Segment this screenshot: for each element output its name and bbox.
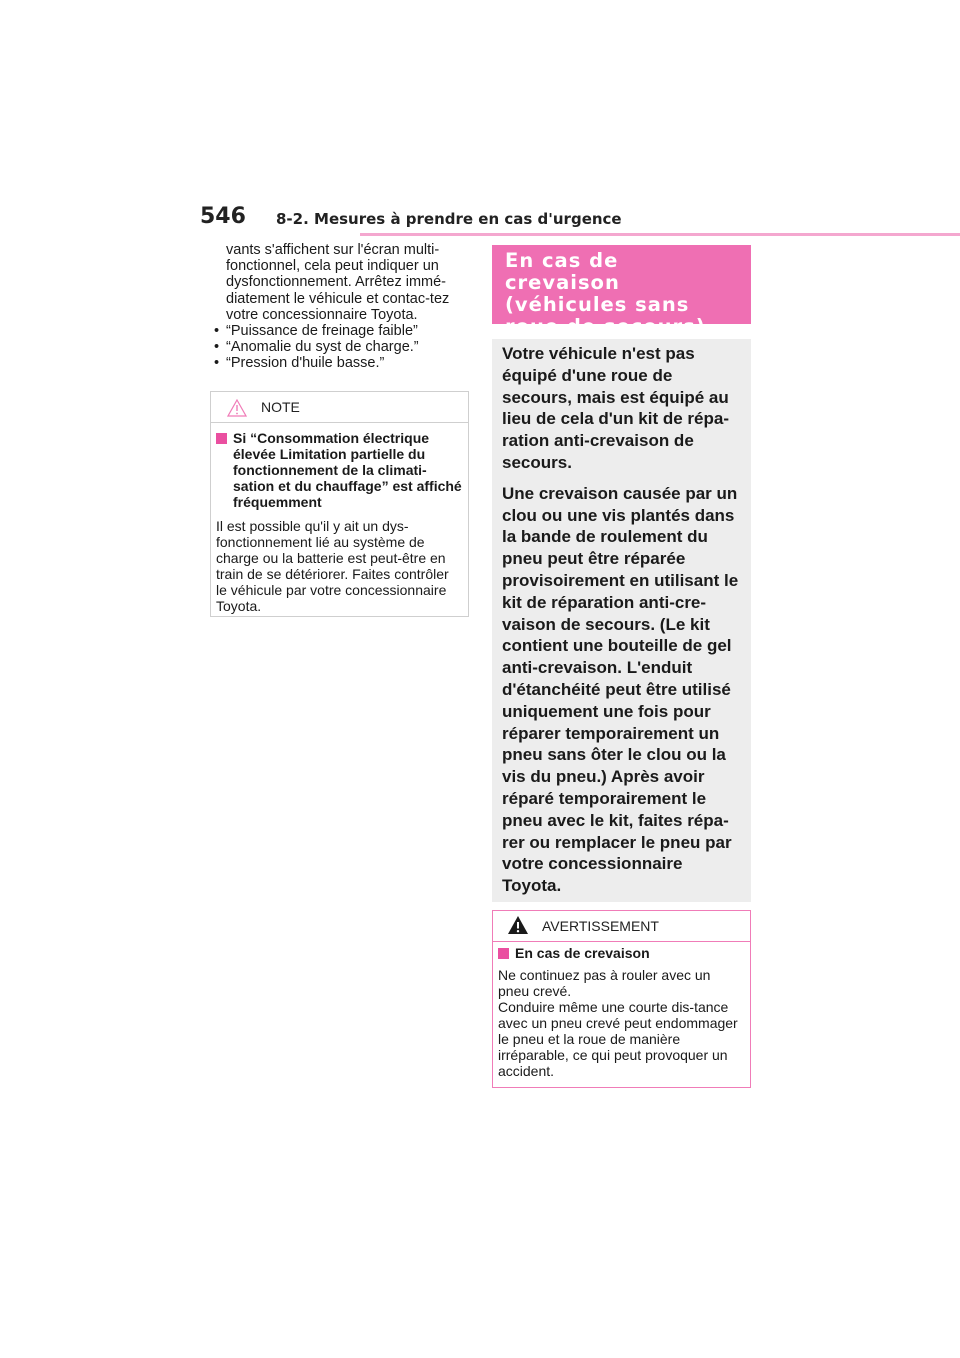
- pink-square-bullet-icon: [498, 948, 509, 959]
- flat-tire-title-banner: [492, 245, 751, 338]
- list-item: • “Anomalie du syst de charge.”: [214, 339, 466, 355]
- section-title: 8-2. Mesures à prendre en cas d'urgence: [276, 210, 622, 228]
- warning-label: AVERTISSEMENT: [542, 918, 659, 934]
- note-header: [211, 392, 468, 423]
- warning-messages-list: [214, 323, 466, 372]
- note-text: Il est possible qu'il y ait un dys-fonctionnement lié au système de charge ou la batterie est peut-être en train de se détériorer. Faites contrôler le véhicule par votre concessionnaire Toyota.: [216, 518, 449, 614]
- note-box: [210, 391, 469, 617]
- warning-paragraph: Ne continuez pas à rouler avec un pneu crevé.: [498, 967, 711, 999]
- warning-triangle-icon: [507, 915, 529, 935]
- note-label: NOTE: [261, 399, 300, 415]
- warning-box: [492, 910, 751, 1088]
- flat-tire-title: En cas de crevaison (véhicules sans roue de secours): [505, 249, 706, 338]
- left-column-text: [214, 242, 466, 372]
- intro-paragraph: Une crevaison causée par un clou ou une vis plantés dans la bande de roulement du pneu peut être réparée provisoirement en utilisant le kit de réparation anti-cre-vaison de secours. (Le kit contient une bouteille de gel anti-crevaison. L'enduit d'étanchéité peut être utilisé uniquement une fois pour réparer temporairement un pneu sans ôter le clou ou la vis du pneu.) Après avoir réparé temporairement le pneu avec le kit, faites répa-rer ou remplacer le pneu par votre concessionnaire Toyota.: [502, 483, 739, 896]
- warning-paragraph: Conduire même une courte dis-tance avec un pneu crevé peut endommager le pneu et la roue de manière irréparable, ce qui peut provoquer un accident.: [498, 999, 738, 1079]
- intro-paragraph: Votre véhicule n'est pas équipé d'une roue de secours, mais est équipé au lieu de cela d'un kit de répa-ration anti-crevaison de secours.: [502, 344, 729, 472]
- flat-tire-intro-box: [492, 339, 751, 902]
- warning-body: [493, 942, 750, 1079]
- note-heading: [216, 430, 463, 510]
- warning-heading: [498, 945, 744, 961]
- warning-header: [493, 911, 750, 942]
- list-item: • “Puissance de freinage faible”: [214, 323, 466, 339]
- list-item: • “Pression d'huile basse.”: [214, 355, 466, 371]
- note-heading-text: Si “Consommation électrique élevée Limitation partielle du fonctionnement de la climati-sation et du chauffage” est affiché fréquemment: [233, 430, 462, 510]
- note-body: [211, 423, 468, 614]
- header-rule: [360, 233, 960, 236]
- continuation-paragraph: vants s'affichent sur l'écran multi-fonctionnel, cela peut indiquer un dysfonctionnement. Arrêtez immé-diatement le véhicule et contac-tez votre concessionnaire Toyota.: [226, 242, 450, 323]
- page-header: [200, 200, 802, 236]
- pink-square-bullet-icon: [216, 433, 227, 444]
- page-number: 546: [200, 204, 246, 229]
- caution-triangle-icon: [227, 399, 247, 417]
- warning-text: [498, 967, 744, 1079]
- warning-heading-text: En cas de crevaison: [515, 945, 650, 961]
